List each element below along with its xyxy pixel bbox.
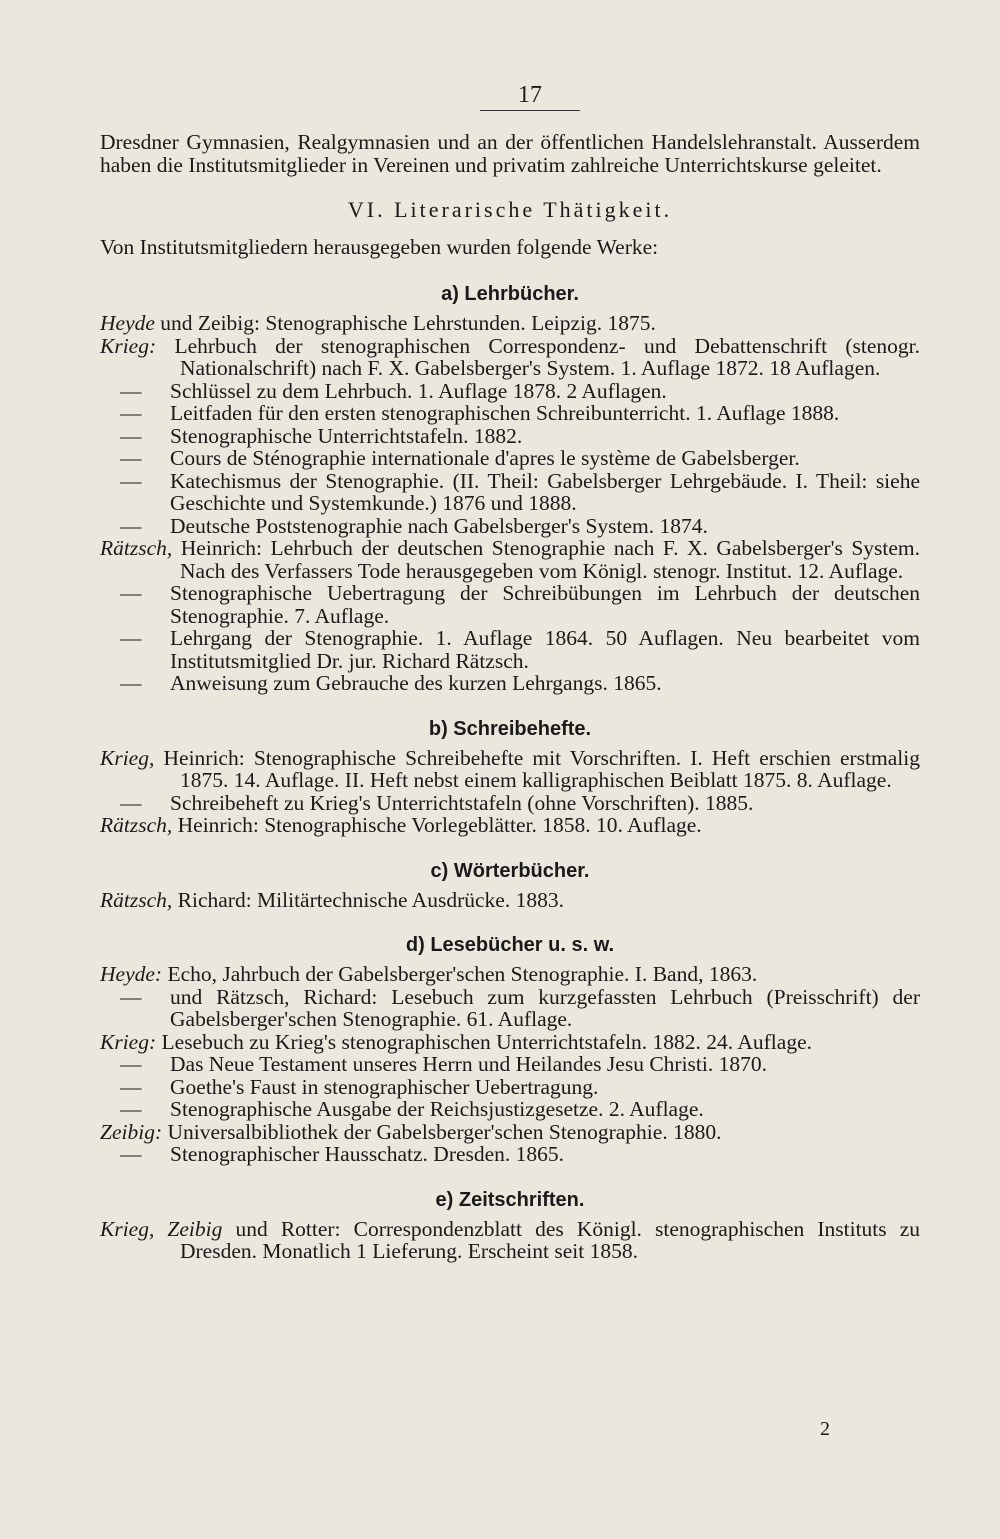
bibliography-entry <box>100 537 920 582</box>
entry-text: Lehrgang der Stenographie. 1. Auflage 1864. 50 Auflagen. Neu bearbeitet vom Institutsmitglied Dr. jur. Richard Rätzsch. <box>170 626 920 673</box>
ditto-dash: — <box>120 626 142 650</box>
entry-text: Schlüssel zu dem Lehrbuch. 1. Auflage 1878. 2 Auflagen. <box>170 378 667 403</box>
entry-author: Krieg: <box>100 333 157 358</box>
bibliography-entry <box>100 889 920 912</box>
subsection-heading-d: d) Lesebücher u. s. w. <box>405 934 615 956</box>
entry-author: Krieg: <box>100 1029 157 1054</box>
entry-text: Schreibeheft zu Krieg's Unterrichtstafeln (ohne Vorschriften). 1885. <box>170 790 754 815</box>
section-intro: Von Institutsmitgliedern herausgegeben wurden folgende Werke: <box>100 235 659 259</box>
entry-list-b <box>100 747 920 837</box>
entry-text: Katechismus der Stenographie. (II. Theil: Gabelsberger Lehrgebäude. I. Theil: siehe Geschichte und Systemkunde.) 1876 und 1888. <box>170 468 920 515</box>
bibliography-entry <box>100 425 920 448</box>
ditto-dash: — <box>120 790 142 815</box>
bibliography-entry <box>100 335 920 380</box>
bibliography-entry <box>100 402 920 425</box>
entry-text: Echo, Jahrbuch der Gabelsberger'schen Stenographie. I. Band, 1863. <box>167 962 758 986</box>
subsection-heading-b: b) Schreibehefte. <box>428 717 592 740</box>
bibliography-entry <box>100 672 920 695</box>
entry-author: Heyde <box>100 311 155 335</box>
ditto-dash: — <box>120 1074 142 1099</box>
bibliography-entry <box>100 470 920 515</box>
entry-text: Universalbibliothek der Gabelsberger'schen Stenographie. 1880. <box>167 1119 722 1144</box>
bibliography-entry <box>100 582 920 627</box>
ditto-dash: — <box>120 1142 142 1166</box>
subsection-heading-e: e) Zeitschriften. <box>435 1188 585 1211</box>
bibliography-entry <box>100 312 920 335</box>
entry-text: Cours de Sténographie internationale d'apres le système de Gabelsberger. <box>170 446 800 470</box>
bibliography-entry <box>100 1076 920 1099</box>
ditto-dash: — <box>120 513 142 538</box>
entry-author: Rätzsch, <box>100 887 173 912</box>
entry-text: Stenographischer Hausschatz. Dresden. 1865. <box>170 1142 565 1166</box>
ditto-dash: — <box>120 446 142 470</box>
entry-text: Richard: Militärtechnische Ausdrücke. 1883. <box>177 887 564 912</box>
ditto-dash: — <box>120 984 142 1009</box>
ditto-dash: — <box>120 1052 142 1076</box>
bibliography-entry <box>100 747 920 792</box>
bibliography-entry <box>100 1053 920 1076</box>
bibliography-entry <box>100 1121 920 1144</box>
entry-list-a <box>100 312 920 695</box>
entry-author: Heyde: <box>100 962 163 986</box>
signature-mark: 2 <box>820 1418 830 1440</box>
bibliography-entry <box>100 1031 920 1054</box>
entry-text: Leitfaden für den ersten stenographischen Schreibunterricht. 1. Auflage 1888. <box>170 401 840 425</box>
entry-text: und Rotter: Correspondenzblatt des Königl. stenographischen Instituts zu Dresden. Monatlich 1 Lieferung. Erscheint seit 1858. <box>180 1216 921 1263</box>
entry-list-c <box>100 889 920 912</box>
entry-author: Rätzsch, <box>100 813 173 837</box>
entry-list-d <box>100 963 920 1166</box>
entry-list-e <box>100 1218 920 1263</box>
ditto-dash: — <box>120 671 142 695</box>
entry-text: Heinrich: Stenographische Vorlegeblätter. 1858. 10. Auflage. <box>177 813 702 837</box>
bibliography-entry <box>100 814 920 837</box>
entry-author: Krieg, Zeibig <box>100 1216 223 1241</box>
ditto-dash: — <box>120 401 142 425</box>
ditto-dash: — <box>120 378 142 403</box>
bibliography-entry <box>100 1218 920 1263</box>
bibliography-entry <box>100 792 920 815</box>
entry-text: Heinrich: Lehrbuch der deutschen Stenographie nach F. X. Gabelsberger's System. Nach des Verfassers Tode herausgegeben vom Königl. stenogr. Institut. 12. Auflage. <box>180 536 921 583</box>
ditto-dash: — <box>120 1097 142 1121</box>
bibliography-entry <box>100 1098 920 1121</box>
entry-text: Stenographische Unterrichtstafeln. 1882. <box>170 423 523 448</box>
entry-text: Das Neue Testament unseres Herrn und Heilandes Jesu Christi. 1870. <box>170 1052 767 1076</box>
bibliography-entry <box>100 627 920 672</box>
entry-author: Rätzsch, <box>100 536 173 560</box>
entry-text: Lesebuch zu Krieg's stenographischen Unterrichtstafeln. 1882. 24. Auflage. <box>161 1029 812 1054</box>
entry-text: Goethe's Faust in stenographischer Uebertragung. <box>170 1074 599 1099</box>
entry-text: und Rätzsch, Richard: Lesebuch zum kurzgefassten Lehrbuch (Preisschrift) der Gabelsberger'schen Stenographie. 61. Auflage. <box>170 984 920 1031</box>
entry-text: Heinrich: Stenographische Schreibehefte mit Vorschriften. I. Heft erschien erstmalig 1875. 14. Auflage. II. Heft nebst einem kalligraphischen Beiblatt 1875. 8. Auflage. <box>163 745 920 792</box>
ditto-dash: — <box>120 468 142 493</box>
bibliography-entry <box>100 380 920 403</box>
ditto-dash: — <box>120 581 142 605</box>
page-number: 17 <box>480 80 580 111</box>
entry-text: Deutsche Poststenographie nach Gabelsberger's System. 1874. <box>170 513 708 538</box>
entry-author: Zeibig: <box>100 1119 163 1144</box>
entry-text: und Zeibig: Stenographische Lehrstunden. Leipzig. 1875. <box>160 311 656 335</box>
entry-text: Stenographische Uebertragung der Schreibübungen im Lehrbuch der deutschen Stenographie. 7. Auflage. <box>170 581 920 628</box>
entry-author: Krieg, <box>100 745 155 770</box>
entry-text: Stenographische Ausgabe der Reichsjustizgesetze. 2. Auflage. <box>170 1097 704 1121</box>
entry-text: Anweisung zum Gebrauche des kurzen Lehrgangs. 1865. <box>170 671 662 695</box>
intro-paragraph: Dresdner Gymnasien, Realgymnasien und an der öffentlichen Handelslehranstalt. Ausserdem haben die Institutsmitglieder in Vereinen und privatim zahlreiche Unterrichtskurse geleitet. <box>100 130 920 177</box>
bibliography-entry <box>100 963 920 986</box>
subsection-heading-c: c) Wörterbücher. <box>430 859 590 882</box>
bibliography-entry <box>100 1143 920 1166</box>
bibliography-entry <box>100 515 920 538</box>
bibliography-entry <box>100 447 920 470</box>
ditto-dash: — <box>120 423 142 448</box>
bibliography-entry <box>100 986 920 1031</box>
section-title: VI. Literarische Thätigkeit. <box>347 197 673 222</box>
entry-text: Lehrbuch der stenographischen Correspondenz- und Debattenschrift (stenogr. Nationalschrift) nach F. X. Gabelsberger's System. 1. Auflage 1872. 18 Auflagen. <box>174 333 921 380</box>
subsection-heading-a: a) Lehrbücher. <box>441 283 579 305</box>
